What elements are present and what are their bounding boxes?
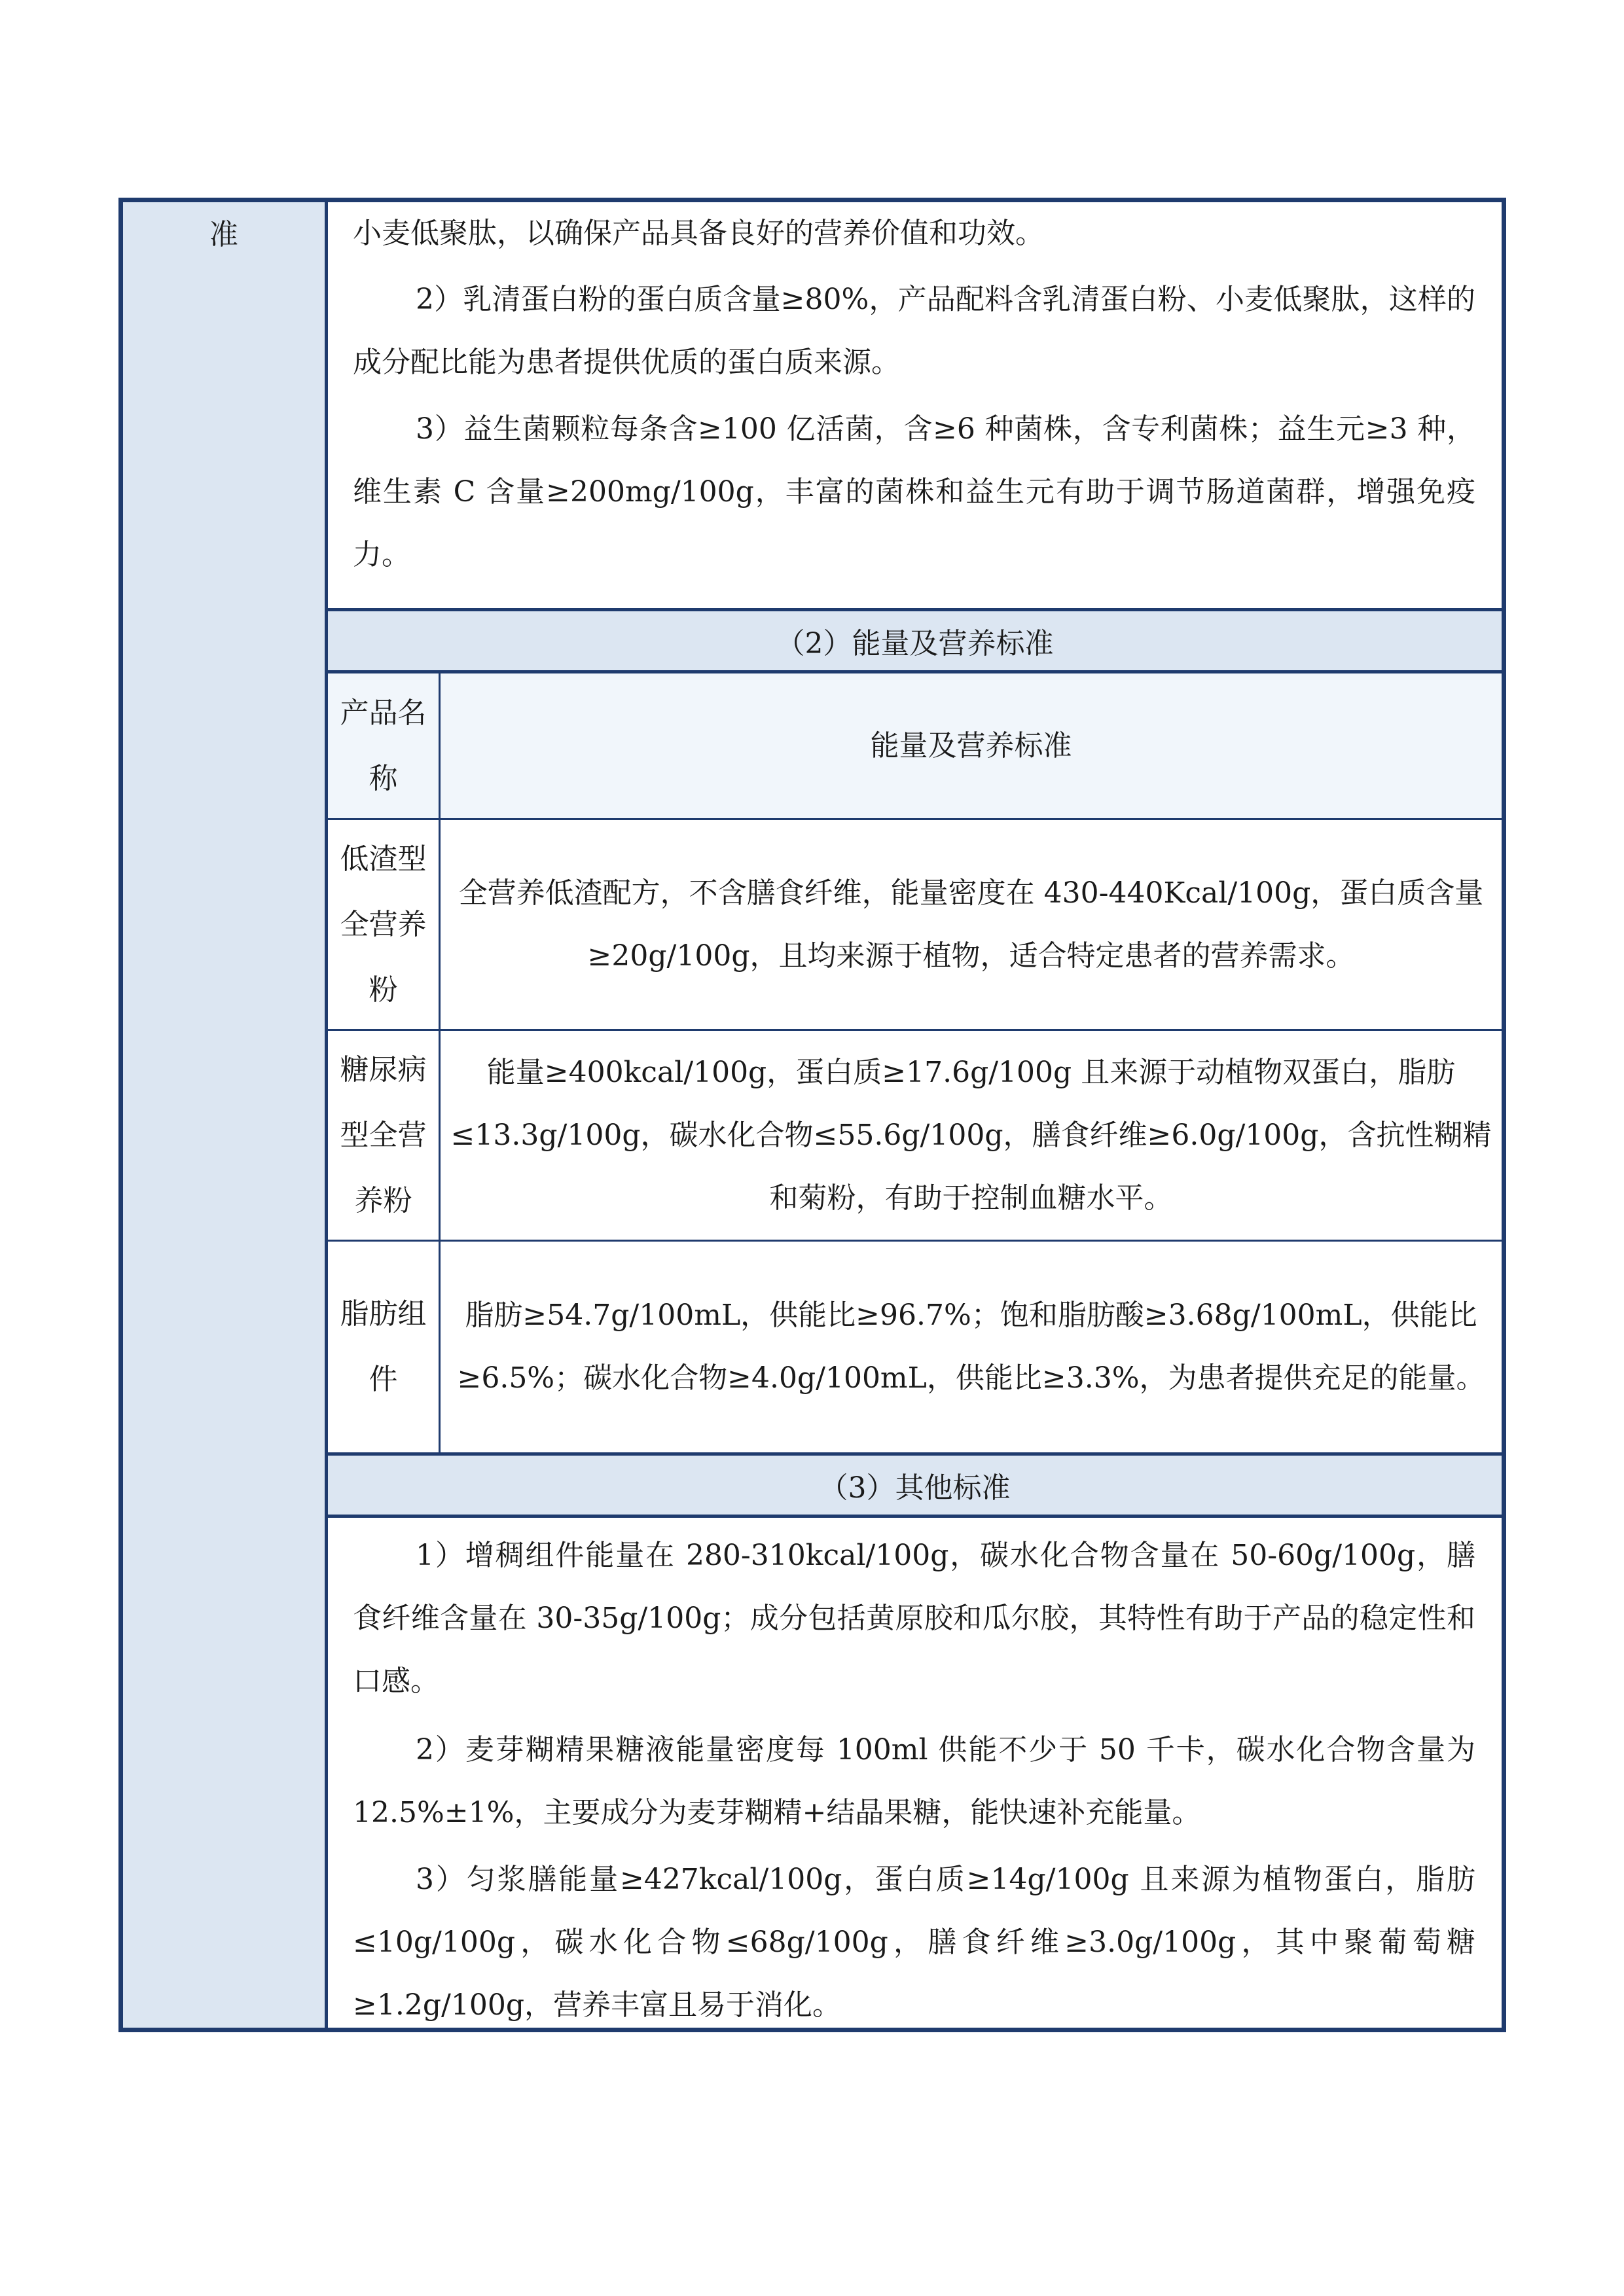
product-name-text: 低渣型全营养粉: [340, 842, 427, 1007]
header-product-name: [328, 673, 441, 818]
section2-title: [328, 608, 1502, 673]
product-standard-text: 脂肪≥54.7g/100mL，供能比≥96.7%；饱和脂肪酸≥3.68g/100mL，供能比≥6.5%；碳水化合物≥4.0g/100mL，供能比≥3.3%，为患者提供充足的能量。: [457, 1299, 1485, 1395]
left-category-column: [123, 202, 328, 2028]
table-row: [328, 1031, 1502, 1242]
product-name-text: 脂肪组件: [340, 1297, 427, 1396]
product-name-diabetes: [328, 1031, 441, 1240]
header-standard: [441, 673, 1502, 818]
nutrition-table-header-row: [328, 673, 1502, 820]
section1-paragraph-2: 2）乳清蛋白粉的蛋白质含量≥80%，产品配料含乳清蛋白粉、小麦低聚肽，这样的成分配比能为患者提供优质的蛋白质来源。: [353, 283, 1475, 379]
product-name-text: 糖尿病型全营养粉: [340, 1052, 427, 1217]
table-row: [328, 820, 1502, 1031]
section3-paragraph-1: 1）增稠组件能量在 280-310kcal/100g，碳水化合物含量在 50-60g/100g，膳食纤维含量在 30-35g/100g；成分包括黄原胶和瓜尔胶，其特性有助于产品的稳定性和口感。: [353, 1539, 1475, 1698]
document-table: [118, 198, 1506, 2032]
product-standard-low-residue: [441, 820, 1502, 1029]
section1-paragraph-1: 小麦低聚肽，以确保产品具备良好的营养价值和功效。: [353, 217, 1044, 250]
product-standard-diabetes: [441, 1031, 1502, 1240]
category-label: 准: [209, 218, 238, 251]
product-name-low-residue: [328, 820, 441, 1029]
section3-block: [328, 1518, 1502, 2028]
section2-title-text: （2）能量及营养标准: [776, 627, 1054, 660]
product-standard-text: 能量≥400kcal/100g，蛋白质≥17.6g/100g 且来源于动植物双蛋白，脂肪≤13.3g/100g，碳水化合物≤55.6g/100g，膳食纤维≥6.0g/100g，含抗性糊精和菊粉，有助于控制血糖水平。: [450, 1055, 1492, 1215]
header-standard-text: 能量及营养标准: [870, 728, 1072, 762]
section3-title-text: （3）其他标准: [819, 1471, 1011, 1505]
content-column: [328, 202, 1502, 2028]
section3-paragraph-3: 3）匀浆膳能量≥427kcal/100g，蛋白质≥14g/100g 且来源为植物蛋白，脂肪≤10g/100g，碳水化合物≤68g/100g，膳食纤维≥3.0g/100g，其中聚葡萄糖≥1.2g/100g，营养丰富且易于消化。: [353, 1863, 1475, 2022]
table-row: [328, 1242, 1502, 1452]
product-name-fat-module: [328, 1242, 441, 1452]
section3-title: [328, 1452, 1502, 1518]
product-standard-text: 全营养低渣配方，不含膳食纤维，能量密度在 430-440Kcal/100g，蛋白质含量≥20g/100g，且均来源于植物，适合特定患者的营养需求。: [458, 876, 1484, 973]
product-standard-fat-module: [441, 1242, 1502, 1452]
section1-paragraph-3: 3）益生菌颗粒每条含≥100 亿活菌，含≥6 种菌株，含专利菌株；益生元≥3 种，维生素 C 含量≥200mg/100g，丰富的菌株和益生元有助于调节肠道菌群，增强免疫力。: [353, 412, 1475, 571]
header-product-name-text: 产品名称: [340, 696, 427, 795]
section3-paragraph-2: 2）麦芽糊精果糖液能量密度每 100ml 供能不少于 50 千卡，碳水化合物含量为 12.5%±1%，主要成分为麦芽糊精+结晶果糖，能快速补充能量。: [353, 1733, 1475, 1829]
section1-block: [328, 202, 1502, 608]
